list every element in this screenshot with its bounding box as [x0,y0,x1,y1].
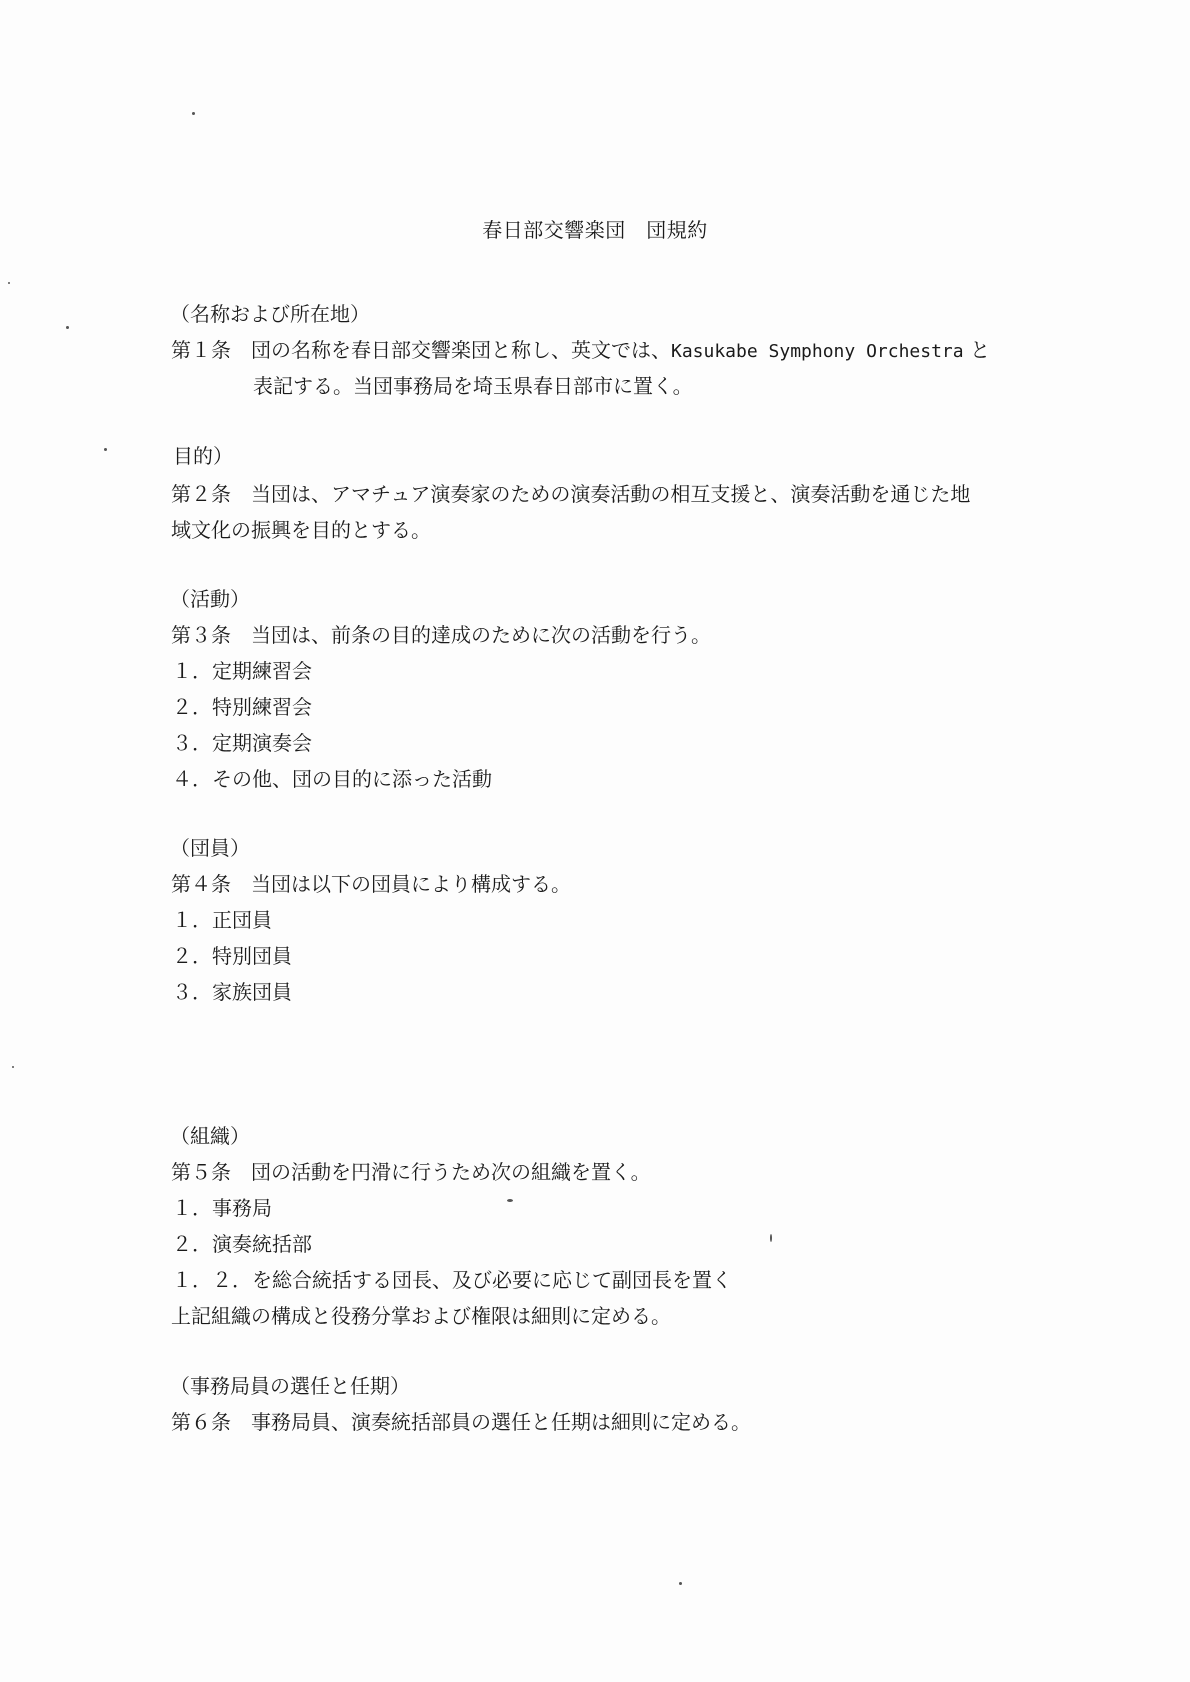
article-1 [171,338,990,364]
section-heading-name-location: （名称および所在地） [170,302,370,326]
section-heading-activities: （活動） [170,587,250,611]
scan-speck [12,1066,14,1068]
scan-speck [104,448,107,451]
list-item: １．定期練習会 [172,659,312,683]
article-3: 第３条 当団は、前条の目的達成のために次の活動を行う。 [171,623,711,647]
article-1-continuation: 表記する。当団事務局を埼玉県春日部市に置く。 [253,374,693,398]
scan-speck [507,1199,513,1202]
list-item: ４．その他、団の目的に添った活動 [172,767,492,791]
document-title: 春日部交響楽団 団規約 [482,218,708,242]
article-2: 第２条 当団は、アマチュア演奏家のための演奏活動の相互支援と、演奏活動を通じた地 [171,482,971,506]
list-item: ３．家族団員 [172,980,292,1004]
article-5-note-1: １．２．を総合統括する団長、及び必要に応じて副団長を置く [172,1268,732,1292]
scan-speck [66,326,69,329]
scan-speck [192,112,195,115]
list-item: １．正団員 [172,908,272,932]
article-1-suffix: と [963,338,990,362]
article-5: 第５条 団の活動を円滑に行うため次の組織を置く。 [171,1160,651,1184]
section-heading-organization: （組織） [170,1124,250,1148]
article-5-note-2: 上記組織の構成と役務分掌および権限は細則に定める。 [171,1304,671,1328]
scan-speck [679,1582,682,1585]
list-item: １．事務局 [172,1196,272,1220]
article-6: 第６条 事務局員、演奏統括部員の選任と任期は細則に定める。 [171,1410,751,1434]
scan-speck [8,282,10,284]
scan-speck [770,1234,772,1242]
list-item: ２．特別団員 [172,944,292,968]
list-item: ３．定期演奏会 [172,731,312,755]
article-4: 第４条 当団は以下の団員により構成する。 [171,872,571,896]
list-item: ２．演奏統括部 [172,1232,312,1256]
article-1-text: 第１条 団の名称を春日部交響楽団と称し、英文では、 [171,338,671,362]
section-heading-purpose: 目的） [173,444,233,468]
english-name: Kasukabe Symphony Orchestra [671,341,964,362]
list-item: ２．特別練習会 [172,695,312,719]
section-heading-members: （団員） [170,836,250,860]
section-heading-staff-appointment: （事務局員の選任と任期） [170,1374,410,1398]
article-2-continuation: 域文化の振興を目的とする。 [171,518,431,542]
